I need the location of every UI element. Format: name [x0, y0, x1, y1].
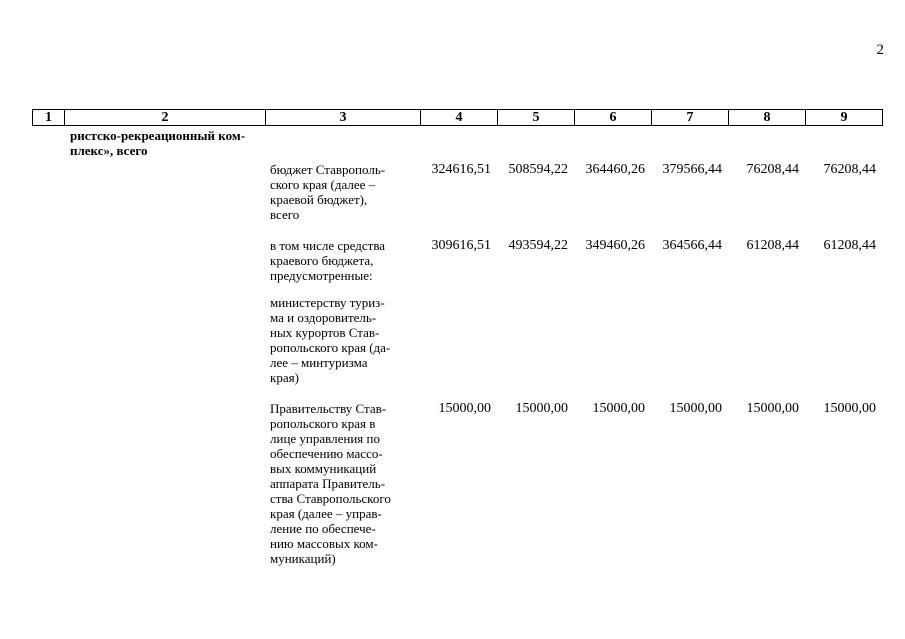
value-cell: 309616,51: [431, 238, 491, 253]
column-number-header: [32, 109, 883, 126]
value-cell: 364566,44: [662, 238, 722, 253]
value-cell: 15000,00: [746, 401, 799, 416]
text-line: ского края (далее –: [270, 177, 376, 192]
text-line: предусмотренные:: [270, 268, 373, 283]
header-cell-7: 7: [652, 110, 729, 126]
value-cell: 15000,00: [592, 401, 645, 416]
value-cell: 508594,22: [508, 162, 568, 177]
text-line: аппарата Правитель-: [270, 476, 386, 491]
header-cell-1: 1: [33, 110, 65, 126]
header-cell-9: 9: [806, 110, 883, 126]
header-cell-8: 8: [729, 110, 806, 126]
text-line: Правительству Став-: [270, 401, 387, 416]
value-cell: 364460,26: [585, 162, 645, 177]
text-line: лице управления по: [270, 431, 380, 446]
text-line: ропольского края (да-: [270, 340, 391, 355]
page-number: 2: [876, 42, 884, 58]
text-line: края (далее – управ-: [270, 506, 382, 521]
program-name-cell: [70, 128, 270, 158]
text-line: ропольского края в: [270, 416, 376, 431]
value-cell: 324616,51: [431, 162, 491, 177]
text-line: краевого бюджета,: [270, 253, 374, 268]
value-cell: 379566,44: [662, 162, 722, 177]
value-cell: 15000,00: [438, 401, 491, 416]
value-cell: 349460,26: [585, 238, 645, 253]
text-line: краевой бюджет),: [270, 192, 368, 207]
value-cell: 61208,44: [746, 238, 799, 253]
text-line: министерству туриз-: [270, 295, 385, 310]
text-line: всего: [270, 207, 300, 222]
value-cell: 493594,22: [508, 238, 568, 253]
funding-source-cell: [270, 162, 416, 222]
value-cell: 15000,00: [515, 401, 568, 416]
text-line: ма и оздоровитель-: [270, 310, 377, 325]
header-cell-6: 6: [575, 110, 652, 126]
text-line: муникаций): [270, 551, 336, 566]
text-line: плекс», всего: [70, 143, 148, 158]
text-line: бюджет Ставрополь-: [270, 162, 386, 177]
text-line: нию массовых ком-: [270, 536, 378, 551]
header-cell-2: 2: [65, 110, 266, 126]
text-line: лее – минтуризма: [270, 355, 368, 370]
header-cell-3: 3: [266, 110, 421, 126]
text-line: ства Ставропольского: [270, 491, 391, 506]
text-line: обеспечению массо-: [270, 446, 383, 461]
header-cell-4: 4: [421, 110, 498, 126]
text-line: в том числе средства: [270, 238, 386, 253]
value-cell: 15000,00: [669, 401, 722, 416]
value-cell: 61208,44: [823, 238, 876, 253]
text-line: края): [270, 370, 299, 385]
text-line: ление по обеспече-: [270, 521, 376, 536]
value-cell: 76208,44: [746, 162, 799, 177]
value-cell: 15000,00: [823, 401, 876, 416]
text-line: ных курортов Став-: [270, 325, 380, 340]
funding-source-cell: [270, 401, 416, 566]
text-line: ристско-рекреационный ком-: [70, 128, 246, 143]
header-cell-5: 5: [498, 110, 575, 126]
funding-source-cell: [270, 295, 416, 385]
funding-source-cell: [270, 238, 416, 283]
text-line: вых коммуникаций: [270, 461, 377, 476]
value-cell: 76208,44: [823, 162, 876, 177]
